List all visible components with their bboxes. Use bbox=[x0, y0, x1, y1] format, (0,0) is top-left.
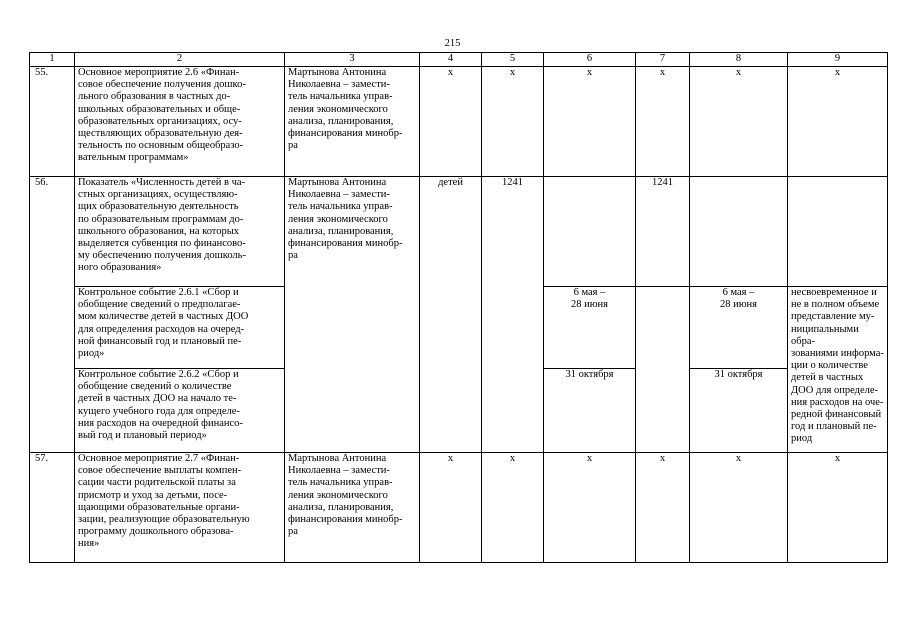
responsible-person: Мартынова Антонина Николаевна – замести- тель начальника управ- ления экономического анализа, планирования, финансирования минобр- ра bbox=[285, 177, 420, 453]
row-number: 56. bbox=[30, 177, 75, 453]
cell-col-4: х bbox=[420, 453, 482, 563]
control-event-name: Контрольное событие 2.6.1 «Сбор и обобщение сведений о предполагае- мом количестве детей в частных ДОО для определения расходов на очеред- ной финансовый год и плановый пе- риод» bbox=[75, 287, 285, 369]
col-header-9: 9 bbox=[788, 53, 888, 67]
cell-col-8 bbox=[690, 177, 788, 287]
column-number-row bbox=[30, 53, 888, 67]
cell-col-5: х bbox=[482, 453, 544, 563]
table-row-55 bbox=[30, 67, 888, 177]
cell-col-6: х bbox=[544, 67, 636, 177]
table-row-57 bbox=[30, 453, 888, 563]
col-header-8: 8 bbox=[690, 53, 788, 67]
risk-description: несвоевременное и не в полном объеме представление му- ниципальными обра- зованиями информа- ции о количестве детей в частных ДОО для определе- ния расходов на оче- редной финансовый год и плановый пе- риод bbox=[788, 287, 888, 453]
cell-col-7: 1241 bbox=[636, 177, 690, 287]
page-number: 215 bbox=[444, 38, 461, 49]
col-header-6: 6 bbox=[544, 53, 636, 67]
table-row-56 bbox=[30, 177, 888, 287]
cell-col-9: х bbox=[788, 453, 888, 563]
cell-col-5: 1241 bbox=[482, 177, 544, 453]
responsible-person: Мартынова Антонина Николаевна – замести- тель начальника управ- ления экономического анализа, планирования, финансирования минобр- ра bbox=[285, 67, 420, 177]
cell-col-5: х bbox=[482, 67, 544, 177]
cell-col-8: 31 октября bbox=[690, 369, 788, 453]
cell-col-8: х bbox=[690, 453, 788, 563]
measure-name: Основное мероприятие 2.6 «Финан- совое обеспечение получения дошко- льного образования в частных до- школьных образовательных и обще- образовательных организациях, осу- ществляющих образовательную дея- тельность по основным общеобразо- вательным программам» bbox=[75, 67, 285, 177]
col-header-1: 1 bbox=[30, 53, 75, 67]
cell-col-7 bbox=[636, 287, 690, 453]
control-event-name: Контрольное событие 2.6.2 «Сбор и обобщение сведений о количестве детей в частных ДОО на начало те- кущего учебного года для определе- ния расходов на очередной финансо- вый год и плановый период» bbox=[75, 369, 285, 453]
cell-col-4: детей bbox=[420, 177, 482, 453]
cell-col-8: х bbox=[690, 67, 788, 177]
col-header-4: 4 bbox=[420, 53, 482, 67]
cell-col-7: х bbox=[636, 453, 690, 563]
cell-col-8: 6 мая – 28 июня bbox=[690, 287, 788, 369]
col-header-3: 3 bbox=[285, 53, 420, 67]
col-header-5: 5 bbox=[482, 53, 544, 67]
row-number: 57. bbox=[30, 453, 75, 563]
cell-col-7: х bbox=[636, 67, 690, 177]
cell-col-9 bbox=[788, 177, 888, 287]
cell-col-4: х bbox=[420, 67, 482, 177]
cell-col-6: 31 октября bbox=[544, 369, 636, 453]
measure-name: Основное мероприятие 2.7 «Финан- совое обеспечение выплаты компен- сации части родительской платы за присмотр и уход за детьми, посе- щающими образовательные органи- зации, реализующие образовательную программу дошкольного образова- ния» bbox=[75, 453, 285, 563]
cell-col-6: х bbox=[544, 453, 636, 563]
indicator-name: Показатель «Численность детей в ча- стных организациях, осуществляю- щих образовательную деятельность по образовательным программам до- школьного образования, на которых выделяется субвенция по финансово- му обеспечению получения дошколь- ного образования» bbox=[75, 177, 285, 287]
row-number: 55. bbox=[30, 67, 75, 177]
col-header-2: 2 bbox=[75, 53, 285, 67]
plan-table bbox=[29, 52, 888, 563]
cell-col-6: 6 мая – 28 июня bbox=[544, 287, 636, 369]
responsible-person: Мартынова Антонина Николаевна – замести- тель начальника управ- ления экономического анализа, планирования, финансирования минобр- ра bbox=[285, 453, 420, 563]
cell-col-9: х bbox=[788, 67, 888, 177]
col-header-7: 7 bbox=[636, 53, 690, 67]
cell-col-6 bbox=[544, 177, 636, 287]
